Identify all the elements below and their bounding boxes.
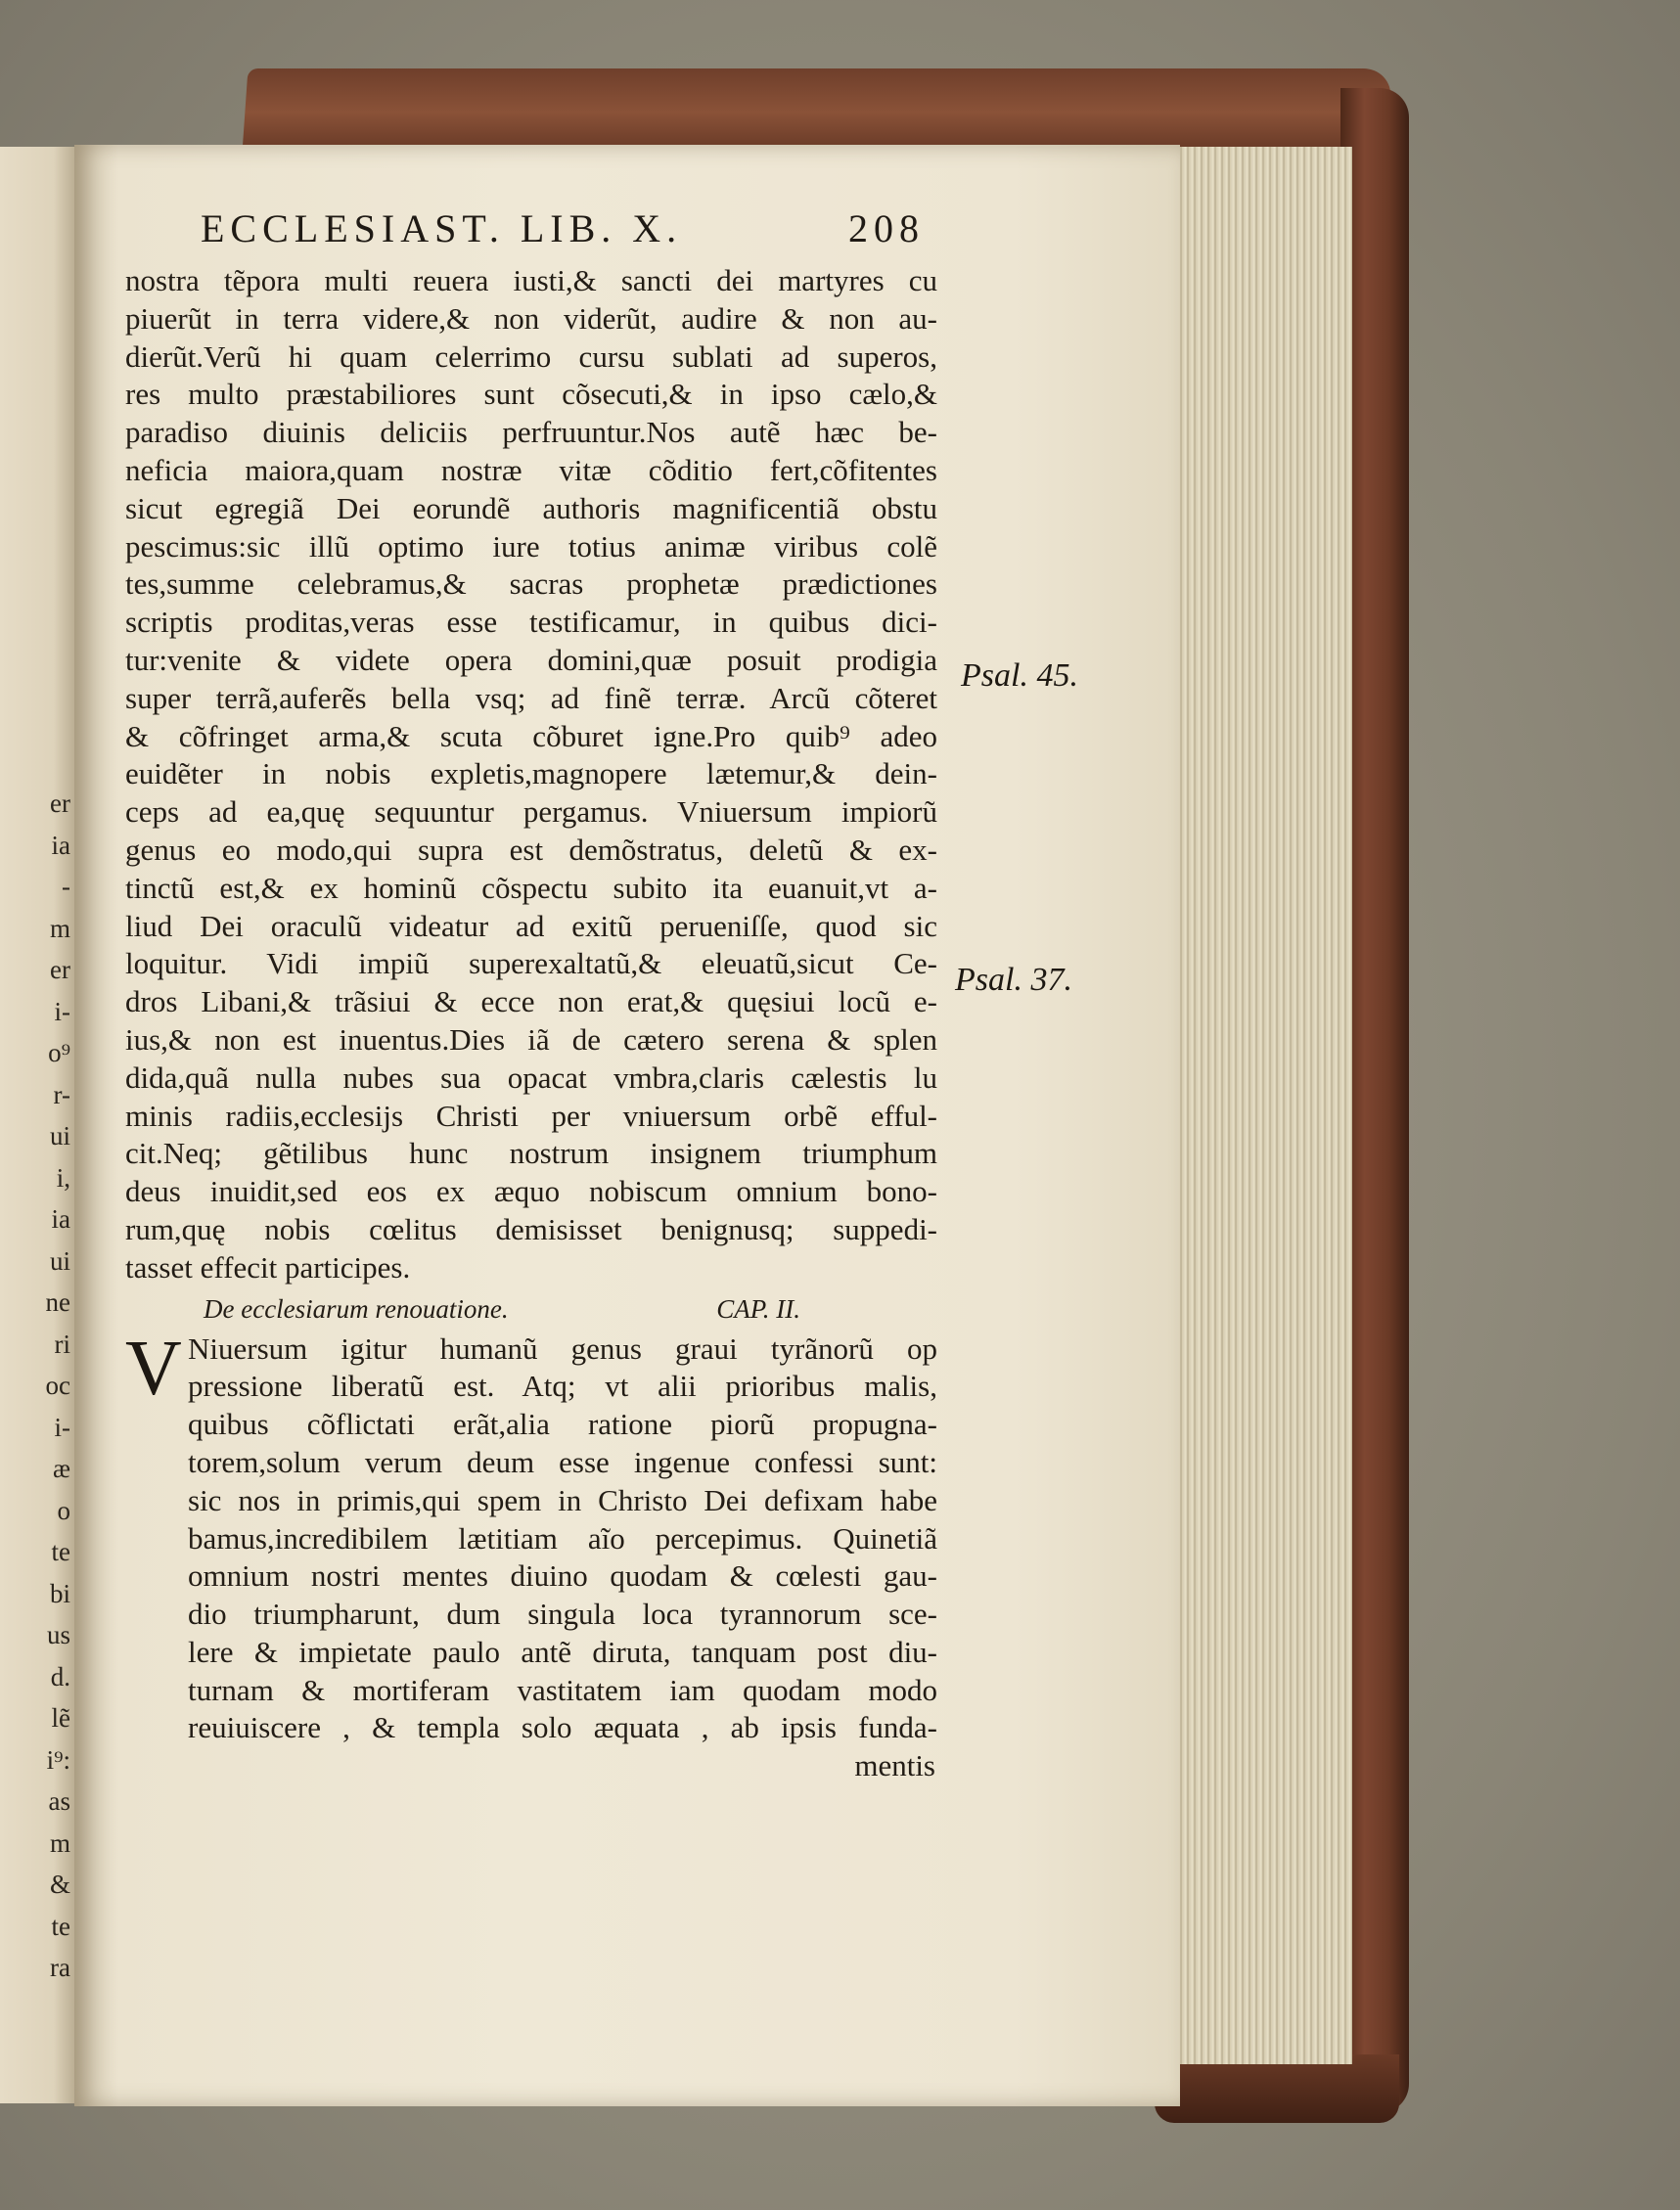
text-line: tur:venite & videte opera domini,quæ posuit prodigia <box>125 642 937 677</box>
text-line: minis radiis,ecclesijs Christi per vniuersum orbẽ efful- <box>125 1098 937 1133</box>
left-page-fragment: r- <box>53 1079 70 1109</box>
text-line: res multo præstabiliores sunt cõsecuti,& in ipso cælo,& <box>125 377 937 412</box>
text-line: scriptis proditas,veras esse testificamur, in quibus dici- <box>125 605 937 640</box>
left-page-fragment: ui <box>49 1121 70 1150</box>
text-line: loquitur. Vidi impiũ superexaltatũ,& eleuatũ,sicut Ce- <box>125 946 937 981</box>
text-line: quibus cõflictati erãt,alia ratione piorũ propugna- <box>188 1407 937 1442</box>
left-page-fragment: ri <box>54 1329 70 1359</box>
text-line: nostra tẽpora multi reuera iusti,& sancti dei martyres cu <box>125 263 937 297</box>
text-line: dio triumpharunt, dum singula loca tyrannorum sce- <box>188 1597 937 1632</box>
text-line: bamus,incredibilem lætitiam aĩo percepimus. Quinetiã <box>188 1520 937 1556</box>
text-line: pescimus:sic illũ optimo iure totius animæ viribus colẽ <box>125 528 937 564</box>
left-page-fragment: us <box>46 1620 70 1649</box>
text-line: omnium nostri mentes diuino quodam & cœlesti gau- <box>188 1558 937 1594</box>
text-line: deus inuidit,sed eos ex æquo nobiscum omnium bono- <box>125 1174 937 1209</box>
chapter-heading <box>125 1287 937 1331</box>
text-line: euidẽter in nobis expletis,magnopere lætemur,& dein- <box>125 756 937 791</box>
text-line: ius,& non est inuentus.Dies iã de cætero serena & splen <box>125 1021 937 1057</box>
left-page-fragment: m <box>49 1827 70 1858</box>
left-page-fragment: bi <box>49 1578 70 1608</box>
catchword: mentis <box>854 1748 935 1783</box>
text-line: sicut egregiã Dei eorundẽ authoris magnificentiã obstu <box>125 490 937 525</box>
left-page-fragment: as <box>48 1786 70 1816</box>
marginal-note-1: Psal. 45. <box>961 657 1078 694</box>
text-line: & cõfringet arma,& scuta cõburet igne.Pro quib⁹ adeo <box>125 718 937 753</box>
text-line: neficia maiora,quam nostræ vitæ cõditio fert,cõfitentes <box>125 452 937 487</box>
text-line: super terrã,auferẽs bella vsq; ad finẽ terræ. Arcũ cõteret <box>125 680 937 715</box>
text-line: tasset effecit participes. <box>125 1249 411 1285</box>
left-page-fragment: o <box>57 1495 70 1525</box>
text-line: pressione liberatũ est. Atq; vt alii prioribus malis, <box>188 1369 937 1404</box>
text-line: dierũt.Verũ hi quam celerrimo cursu sublati ad superos, <box>125 338 937 374</box>
paragraph-2 <box>125 1325 937 1748</box>
text-line: tes,summe celebramus,& sacras prophetæ prædictiones <box>125 566 937 602</box>
left-page-fragment: - <box>62 872 70 901</box>
left-page-fragment: i- <box>54 996 70 1026</box>
left-page-fragment: er <box>50 789 70 818</box>
left-page-fragment: ui <box>49 1245 70 1276</box>
left-page-fragment: i, <box>56 1162 70 1193</box>
running-head-title: ECCLESIAST. LIB. X. <box>201 206 683 250</box>
text-line: paradiso diuinis deliciis perfruuntur.Nos autẽ hæc be- <box>125 415 937 450</box>
text-line: lere & impietate paulo antẽ diruta, tanquam post diu- <box>188 1634 937 1669</box>
marginal-note-2: Psal. 37. <box>955 962 1072 998</box>
page-number: 208 <box>848 206 925 250</box>
text-line: tinctũ est,& ex hominũ cõspectu subito ita euanuit,vt a- <box>125 870 937 905</box>
text-line: Niuersum igitur humanũ genus graui tyrãnorũ op <box>188 1331 937 1366</box>
page-edges <box>1174 147 1352 2064</box>
text-line: genus eo modo,qui supra est demõstratus, deletũ & ex- <box>125 832 937 867</box>
left-page-edge <box>0 147 76 2103</box>
text-line: reuiuiscere , & templa solo æquata , ab ipsis funda- <box>188 1710 937 1745</box>
text-line: turnam & mortiferam vastitatem iam quodam modo <box>188 1672 937 1707</box>
text-line: liud Dei oraculũ videatur ad exitũ perueniſſe, quod sic <box>125 908 937 943</box>
chapter-heading-title: De ecclesiarum renouatione. <box>204 1293 509 1324</box>
text-line: piuerũt in terra videre,& non viderũt, audire & non au- <box>125 300 937 336</box>
book-cover-bottom <box>1155 2054 1399 2123</box>
left-page-fragment: ia <box>51 1204 70 1234</box>
left-page-fragment: ra <box>50 1953 70 1982</box>
left-page-fragment: d. <box>50 1661 70 1691</box>
left-page-fragment: te <box>51 1911 70 1941</box>
left-page-fragment: ia <box>51 830 70 860</box>
left-page-fragment: ne <box>45 1287 70 1317</box>
left-page-fragment: i⁹: <box>46 1744 70 1775</box>
text-line: ceps ad ea,quę sequuntur pergamus. Vniuersum impiorũ <box>125 794 937 830</box>
text-line: torem,solum verum deum esse ingenue confessi sunt: <box>188 1444 937 1479</box>
left-page-fragment: æ <box>52 1454 70 1483</box>
left-page-fragment: i- <box>54 1412 70 1442</box>
running-head <box>201 205 925 264</box>
text-line: cit.Neq; gẽtilibus hunc nostrum insignem triumphum <box>125 1136 937 1171</box>
left-page-fragment: o⁹ <box>48 1038 70 1067</box>
left-page-text-fragments <box>2 783 70 1989</box>
text-line: sic nos in primis,qui spem in Christo Dei defixam habe <box>188 1482 937 1517</box>
drop-cap: V <box>125 1325 182 1412</box>
left-page-fragment: lẽ <box>51 1703 70 1733</box>
chapter-number: CAP. II. <box>716 1293 800 1324</box>
text-line: dida,quã nulla nubes sua opacat vmbra,claris cælestis lu <box>125 1060 937 1095</box>
left-page-fragment: te <box>51 1537 70 1566</box>
text-line: dros Libani,& trãsiui & ecce non erat,& quęsiui locũ e- <box>125 984 937 1019</box>
text-line: rum,quę nobis cœlitus demisisset benignusq; suppedi- <box>125 1211 937 1246</box>
paragraph-2-lines <box>125 1325 937 1748</box>
left-page-fragment: er <box>50 955 70 984</box>
text-block <box>125 262 937 1785</box>
left-page-fragment: & <box>49 1870 70 1899</box>
left-page-fragment: oc <box>45 1371 70 1400</box>
left-page-fragment: m <box>49 913 70 943</box>
paragraph-1 <box>125 262 937 1287</box>
